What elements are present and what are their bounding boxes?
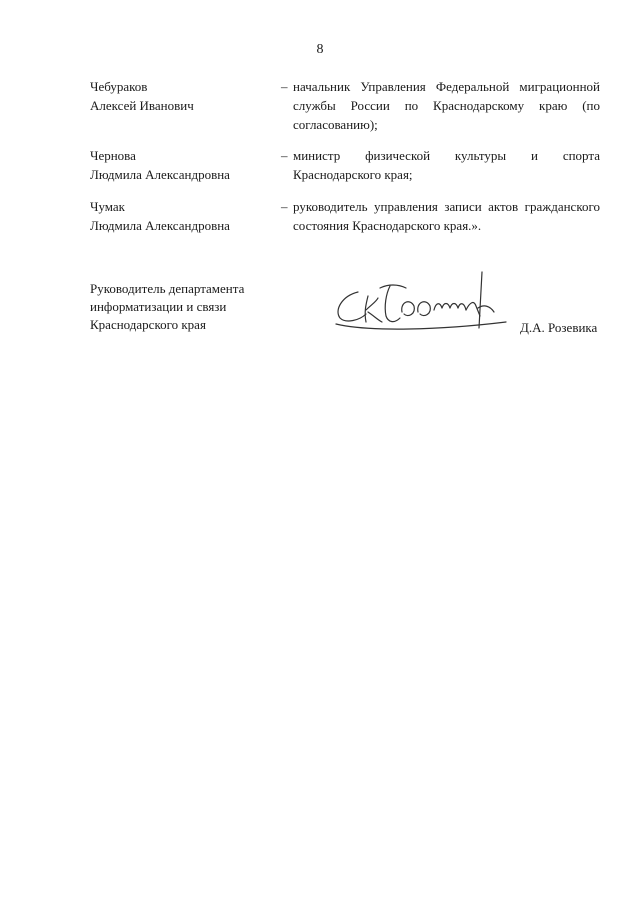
member-role: начальник Управления Федеральной миграционной службы России по Краснодарскому краю (по согласованию); — [293, 79, 600, 132]
member-dash: – — [281, 79, 288, 94]
signatory-title-line: Руководитель департамента — [90, 281, 245, 296]
member-surname: Чебураков — [90, 79, 148, 94]
page-number: 8 — [316, 42, 324, 57]
member-name — [90, 146, 280, 184]
member-given-names: Людмила Александровна — [90, 167, 230, 182]
signature-block — [0, 280, 640, 360]
handwritten-signature-icon — [330, 262, 520, 342]
signatory-title-line: Краснодарского края — [90, 317, 206, 332]
member-given-names: Алексей Иванович — [90, 98, 194, 113]
member-name — [90, 77, 280, 115]
signatory-title — [90, 280, 290, 334]
signatory-name: Д.А. Розевика — [520, 320, 598, 335]
member-given-names: Людмила Александровна — [90, 218, 230, 233]
member-role: министр физической культуры и спорта Краснодарского края; — [293, 148, 600, 182]
member-surname: Чумак — [90, 199, 126, 214]
member-name — [90, 197, 280, 235]
member-dash: – — [281, 148, 288, 163]
member-dash: – — [281, 199, 288, 214]
member-role: руководитель управления записи актов гражданского состояния Краснодарского края.». — [293, 199, 600, 233]
member-surname: Чернова — [90, 148, 136, 163]
signatory-title-line: информатизации и связи — [90, 299, 227, 314]
